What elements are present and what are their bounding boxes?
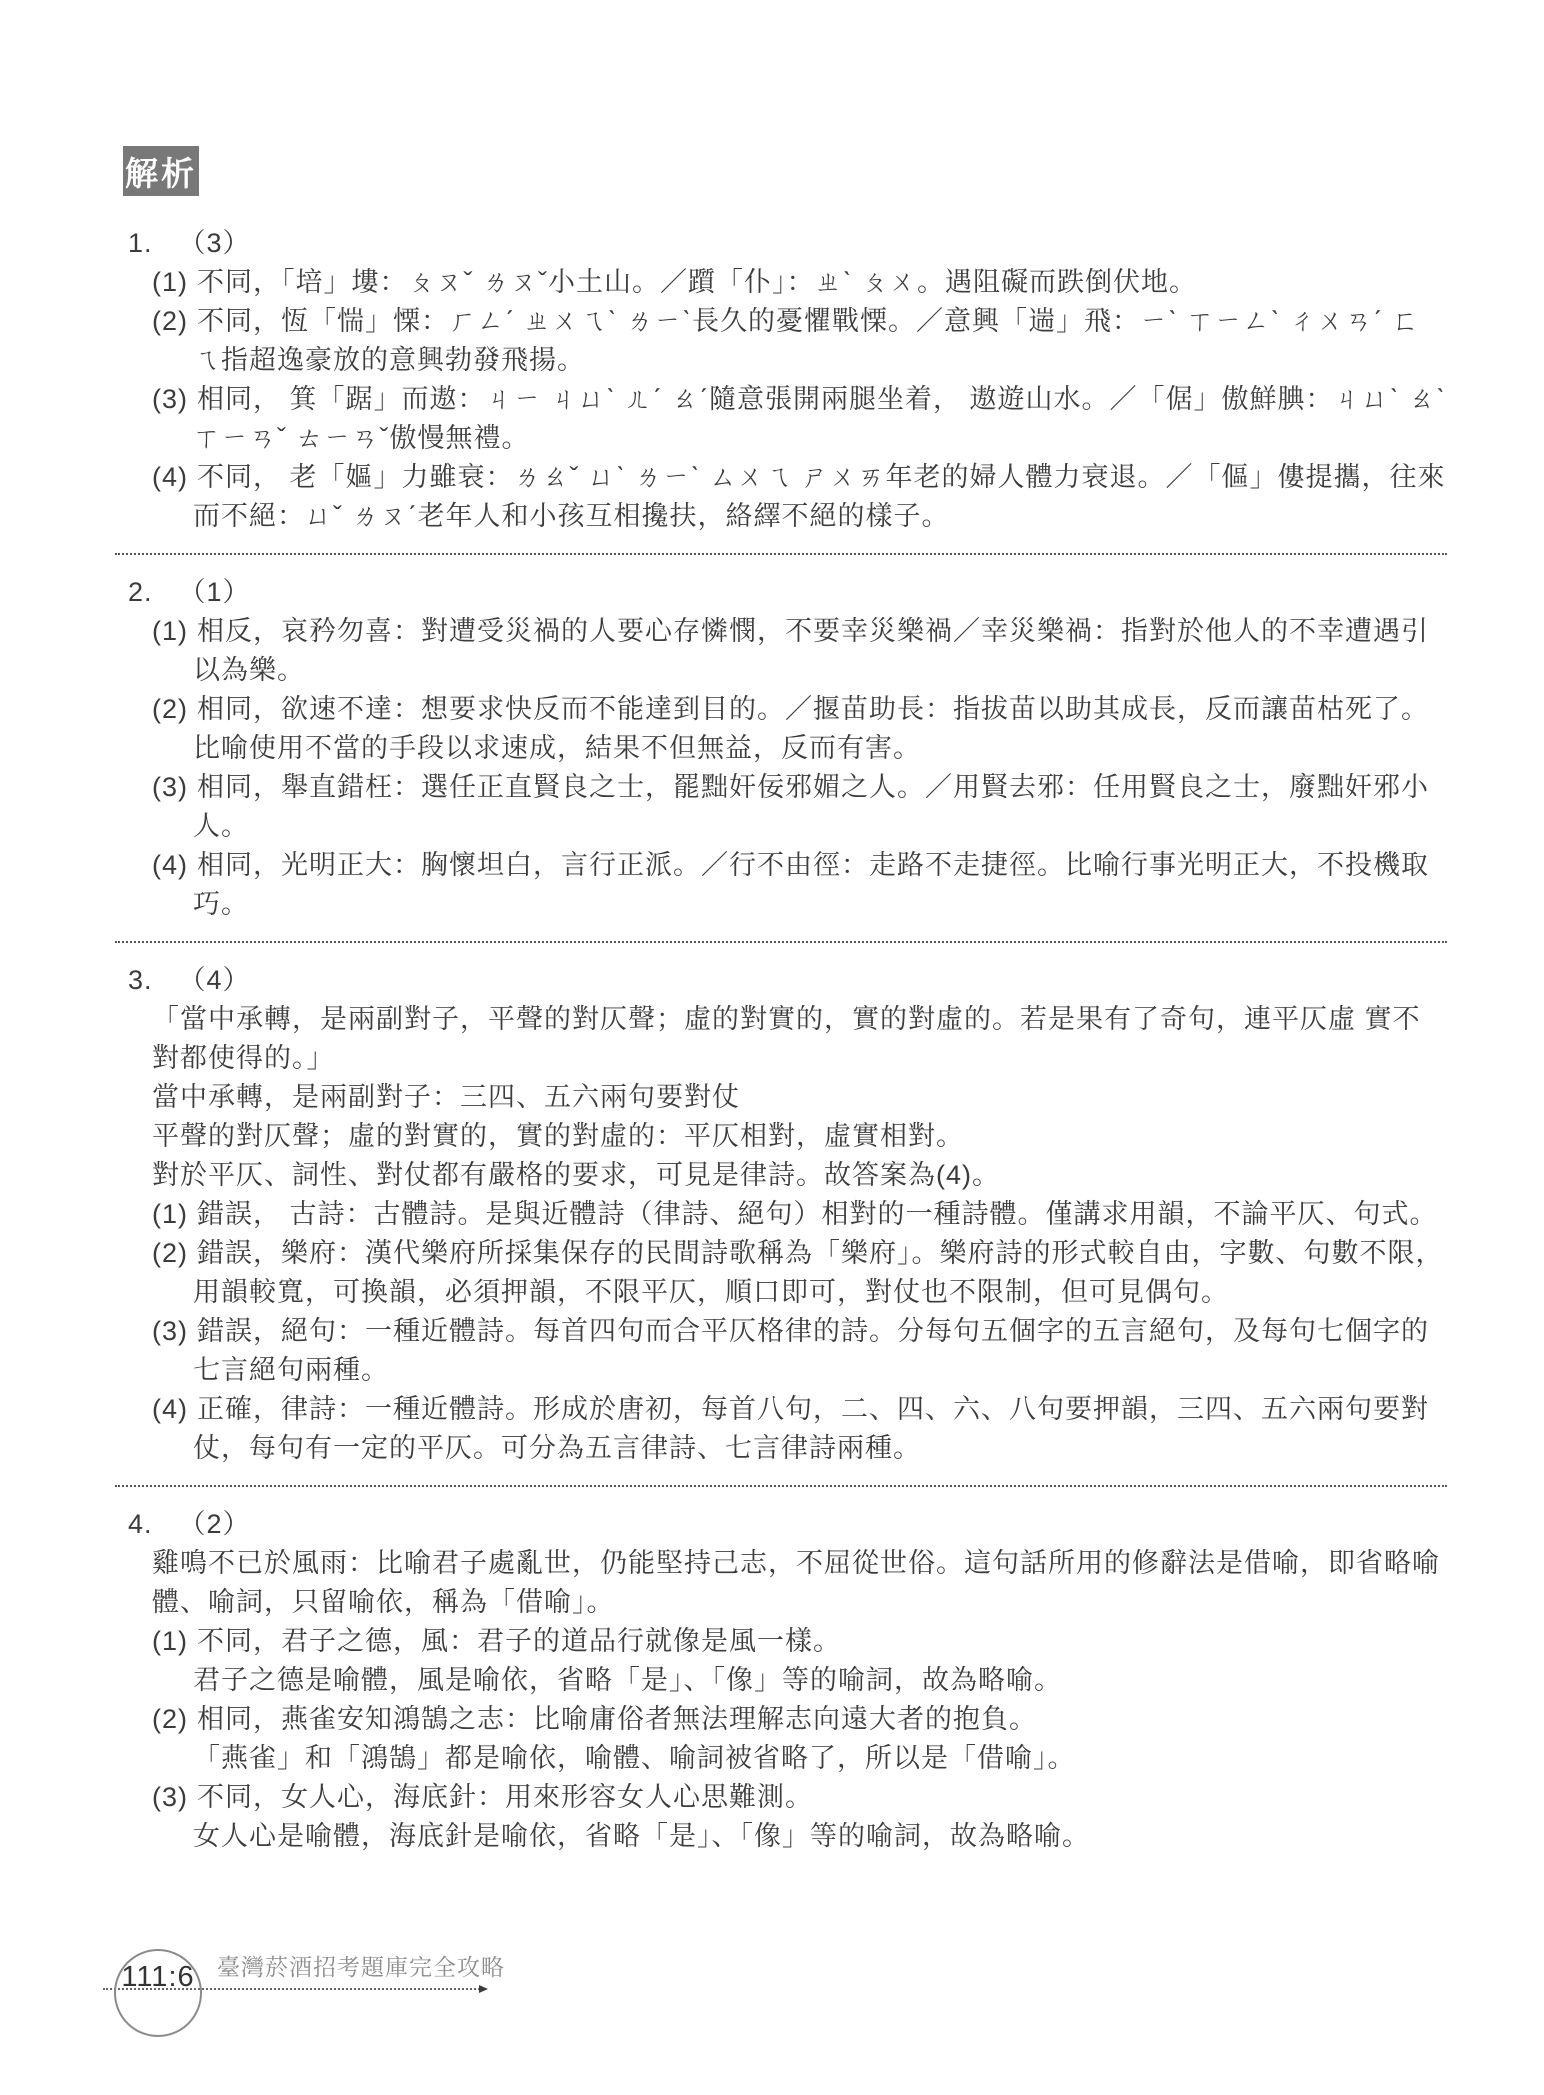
sub-item-line — [115, 302, 1447, 380]
section-divider — [115, 1485, 1447, 1487]
sub-item-line — [115, 1622, 1447, 1661]
sub-item-text: 正確，律詩：一種近體詩。形成於唐初，每首八句，二、四、六、八句要押韻，三四、五六兩句要對仗，每句有一定的平仄。可分為五言律詩、七言律詩兩種。 — [193, 1394, 1429, 1463]
sub-item-text: 錯誤， 古詩：古體詩。是與近體詩（律詩、絕句）相對的一種詩體。僅講求用韻，不論平仄、句式。 — [197, 1199, 1438, 1229]
sub-item-note: 君子之德是喻體，風是喻依，省略「是」、「像」等的喻詞，故為略喻。 — [193, 1665, 1062, 1695]
item-number: 4. — [128, 1509, 153, 1539]
section-divider — [115, 941, 1447, 943]
item-intro-block — [115, 1544, 1447, 1622]
item-intro-block — [115, 1000, 1447, 1195]
sub-item — [115, 458, 1447, 536]
sub-item-text: 相同，光明正大：胸懷坦白，言行正派。／行不由徑：走路不走捷徑。比喻行事光明正大，不投機取巧。 — [193, 850, 1429, 919]
item-answer: （2） — [178, 1509, 251, 1539]
page-number-circle — [114, 1949, 202, 2037]
item-number: 1. — [128, 228, 153, 258]
sub-item-text: 相同，燕雀安知鴻鵠之志：比喻庸俗者無法理解志向遠大者的抱負。 — [197, 1704, 1037, 1734]
sub-item-label: (2) — [152, 1704, 188, 1734]
sub-item-line — [115, 846, 1447, 924]
sub-item-note: 女人心是喻體，海底針是喻依，省略「是」、「像」等的喻詞，故為略喻。 — [193, 1821, 1090, 1851]
sub-item-label: (2) — [152, 306, 188, 336]
sub-item-label: (3) — [152, 772, 188, 802]
sub-item — [115, 302, 1447, 380]
sub-item-line — [115, 380, 1447, 458]
sub-item-label: (1) — [152, 616, 188, 646]
item-intro-line: 對於平仄、詞性、對仗都有嚴格的要求，可見是律詩。故答案為(4)。 — [152, 1160, 1000, 1190]
sub-item-line — [115, 690, 1447, 768]
sub-item-label: (3) — [152, 384, 188, 414]
sub-item — [115, 1778, 1447, 1856]
item-intro-line: 平聲的對仄聲；虛的對實的，實的對虛的：平仄相對，虛實相對。 — [152, 1121, 964, 1151]
section-badge-analysis: 解析 — [123, 146, 199, 196]
sub-item-text: 不同，「培」塿：ㄆㄡˇ ㄌㄡˇ小土山。／躓「仆」：ㄓˋ ㄆㄨ。遇阻礙而跌倒伏地。 — [197, 267, 1197, 297]
analysis-item — [115, 1505, 1447, 1856]
item-answer: （4） — [178, 965, 251, 995]
sub-item-line — [115, 263, 1447, 302]
sub-item-text: 不同，恆「惴」慄：ㄏㄥˊ ㄓㄨㄟˋ ㄌㄧˋ長久的憂懼戰慄。／意興「遄」飛：ㄧˋ ㄒㄧㄥˋ ㄔㄨㄢˊ ㄈㄟ指超逸豪放的意興勃發飛揚。 — [193, 306, 1420, 375]
item-subitems — [115, 1622, 1447, 1856]
sub-item-label: (3) — [152, 1782, 188, 1812]
sub-item — [115, 1390, 1447, 1468]
sub-item-text: 相同，舉直錯枉：選任正直賢良之士，罷黜奸佞邪媚之人。／用賢去邪：任用賢良之士，廢黜奸邪小人。 — [193, 772, 1429, 841]
item-head — [115, 224, 1447, 263]
sub-item-label: (2) — [152, 694, 188, 724]
sub-item-text: 相同， 箕「踞」而遨：ㄐㄧ ㄐㄩˋ ㄦˊ ㄠˊ隨意張開兩腿坐着， 遨遊山水。／「倨」傲鮮腆：ㄐㄩˋ ㄠˋ ㄒㄧㄢˇ ㄊㄧㄢˇ傲慢無禮。 — [193, 384, 1446, 453]
sub-item-line — [115, 612, 1447, 690]
sub-item-line — [115, 1390, 1447, 1468]
sub-item-line — [115, 1195, 1447, 1234]
sub-item-line — [115, 1778, 1447, 1817]
sub-item — [115, 1622, 1447, 1700]
footer-arrow-icon — [479, 1985, 488, 1993]
item-answer: （1） — [178, 577, 251, 607]
item-number: 2. — [128, 577, 153, 607]
sub-item-note: 「燕雀」和「鴻鵠」都是喻依，喻體、喻詞被省略了，所以是「借喻」。 — [193, 1743, 1076, 1773]
sub-item — [115, 380, 1447, 458]
analysis-item — [115, 224, 1447, 555]
sub-item-text: 相同，欲速不達：想要求快反而不能達到目的。／揠苗助長：指拔苗以助其成長，反而讓苗枯死了。比喻使用不當的手段以求速成，結果不但無益，反而有害。 — [193, 694, 1429, 763]
item-number: 3. — [128, 965, 153, 995]
sub-item — [115, 1234, 1447, 1312]
item-head — [115, 573, 1447, 612]
item-subitems — [115, 263, 1447, 536]
sub-item-line — [115, 768, 1447, 846]
sub-item — [115, 690, 1447, 768]
sub-item-text: 不同， 老「嫗」力雖衰：ㄌㄠˇ ㄩˋ ㄌㄧˋ ㄙㄨㄟ ㄕㄨㄞ年老的婦人體力衰退。／「傴」僂提攜，往來而不絕：ㄩˇ ㄌㄡˊ老年人和小孩互相攙扶，絡繹不絕的樣子。 — [193, 462, 1446, 531]
sub-item-label: (4) — [152, 1394, 188, 1424]
sub-item-line — [115, 1700, 1447, 1739]
item-subitems — [115, 612, 1447, 924]
sub-item-text: 不同，女人心，海底針：用來形容女人心思難測。 — [197, 1782, 813, 1812]
page-footer — [0, 1940, 1544, 2060]
item-head — [115, 961, 1447, 1000]
sub-item-label: (2) — [152, 1238, 188, 1268]
sub-item-line — [115, 1312, 1447, 1390]
sub-item-line — [115, 1234, 1447, 1312]
sub-item — [115, 263, 1447, 302]
sub-item-text: 不同，君子之德，風：君子的道品行就像是風一樣。 — [197, 1626, 841, 1656]
sub-item-text: 錯誤，絕句：一種近體詩。每首四句而合平仄格律的詩。分每句五個字的五言絕句，及每句七個字的七言絕句兩種。 — [193, 1316, 1429, 1385]
item-intro-line: 當中承轉，是兩副對子：三四、五六兩句要對仗 — [152, 1082, 740, 1112]
sub-item-label: (4) — [152, 462, 188, 492]
sub-item — [115, 1700, 1447, 1778]
sub-item-label: (4) — [152, 850, 188, 880]
page-number: 111:6 — [121, 1961, 195, 1993]
item-answer: （3） — [178, 228, 251, 258]
sub-item — [115, 846, 1447, 924]
analysis-item — [115, 961, 1447, 1487]
item-subitems — [115, 1195, 1447, 1468]
sub-item — [115, 1195, 1447, 1234]
item-head — [115, 1505, 1447, 1544]
sub-item-text: 相反，哀矜勿喜：對遭受災禍的人要心存憐憫，不要幸災樂禍／幸災樂禍：指對於他人的不幸遭遇引以為樂。 — [193, 616, 1429, 685]
sub-item — [115, 768, 1447, 846]
sub-item — [115, 1312, 1447, 1390]
item-intro-line: 雞鳴不已於風雨：比喻君子處亂世，仍能堅持己志，不屈從世俗。這句話所用的修辭法是借喻，即省略喻體、喻詞，只留喻依，稱為「借喻」。 — [152, 1548, 1440, 1617]
sub-item-line — [115, 458, 1447, 536]
sub-item-label: (1) — [152, 267, 188, 297]
section-divider — [115, 553, 1447, 555]
sub-item-label: (1) — [152, 1199, 188, 1229]
analysis-items — [115, 224, 1447, 1856]
sub-item-label: (3) — [152, 1316, 188, 1346]
sub-item — [115, 612, 1447, 690]
analysis-item — [115, 573, 1447, 943]
book-title: 臺灣菸酒招考題庫完全攻略 — [217, 1954, 505, 1980]
item-intro-line: 「當中承轉，是兩副對子，平聲的對仄聲；虛的對實的，實的對虛的。若是果有了奇句，連平仄虛 實不對都使得的。」 — [152, 1004, 1421, 1073]
sub-item-text: 錯誤，樂府：漢代樂府所採集保存的民間詩歌稱為「樂府」。樂府詩的形式較自由，字數、句數不限，用韻較寬，可換韻，必須押韻，不限平仄，順口即可，對仗也不限制，但可見偶句。 — [193, 1238, 1444, 1307]
sub-item-label: (1) — [152, 1626, 188, 1656]
